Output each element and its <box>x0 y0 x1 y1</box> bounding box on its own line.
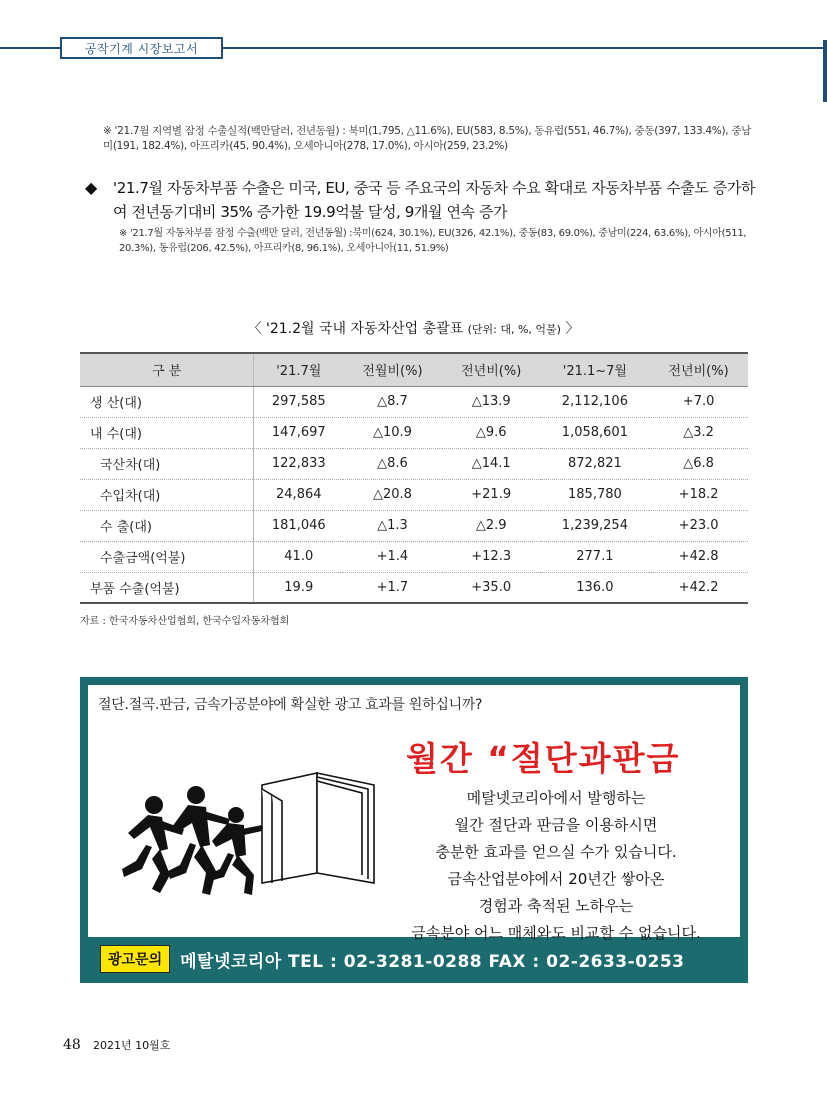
cell: 872,821 <box>541 448 650 479</box>
auto-industry-table <box>80 352 748 604</box>
cell: △20.8 <box>343 479 442 510</box>
cell: △8.6 <box>343 448 442 479</box>
table-header-row <box>80 353 748 386</box>
table-row <box>80 386 748 417</box>
row-label: 수 출(대) <box>80 510 254 541</box>
cell: +7.0 <box>649 386 748 417</box>
table-unit: (단위: 대, %, 억불) <box>467 323 561 336</box>
cell: △6.8 <box>649 448 748 479</box>
cell: 2,112,106 <box>541 386 650 417</box>
running-figures-book-icon <box>112 765 382 925</box>
cell: +42.2 <box>649 572 748 603</box>
cell: 122,833 <box>254 448 343 479</box>
col-ytd: '21.1~7월 <box>541 353 650 386</box>
cell: 185,780 <box>541 479 650 510</box>
cell: 181,046 <box>254 510 343 541</box>
cell: +1.4 <box>343 541 442 572</box>
row-label: 내 수(대) <box>80 417 254 448</box>
ad-inquiry-badge: 광고문의 <box>100 945 170 973</box>
cell: △10.9 <box>343 417 442 448</box>
cell: △1.3 <box>343 510 442 541</box>
cell: +12.3 <box>442 541 541 572</box>
region-export-note: ※ '21.7월 지역별 잠정 수출실적(백만달러, 전년동월) : 북미(1,795, △11.6%), EU(583, 8.5%), 동유럽(551, 46.7%), 중동(397, 133.4%), 중남미(191, 182.4%), 아프리카(45, 90.4%), 오세아니아(278, 17.0%), 아시아(259, 23.2%) <box>103 125 752 152</box>
ad-title: 월간 “절단과판금 <box>406 739 681 778</box>
row-label: 수입차(대) <box>80 479 254 510</box>
cell: △13.9 <box>442 386 541 417</box>
cell: △14.1 <box>442 448 541 479</box>
table-row <box>80 479 748 510</box>
cell: +21.9 <box>442 479 541 510</box>
row-label: 부품 수출(억불) <box>80 572 254 603</box>
page-footer <box>63 1037 170 1053</box>
issue-date: 2021년 10월호 <box>92 1039 171 1052</box>
table-row <box>80 510 748 541</box>
advertisement <box>80 677 748 983</box>
section-label: 공작기계 시장보고서 <box>60 37 223 59</box>
bullet-text: '21.7월 자동차부품 수출은 미국, EU, 중국 등 주요국의 자동차 수요 확대로 자동차부품 수출도 증가하여 전년동기대비 35% 증가한 19.9억불 달성, 9개월 연속 증가 <box>113 179 756 221</box>
table-title-close: 〉 <box>565 321 580 337</box>
cell: +42.8 <box>649 541 748 572</box>
ad-body-line: 충분한 효과를 얻으실 수가 있습니다. <box>435 843 677 861</box>
ad-contact-bar <box>100 945 685 973</box>
page-edge-marker <box>823 40 827 102</box>
table-row <box>80 572 748 603</box>
cell: +35.0 <box>442 572 541 603</box>
cell: △2.9 <box>442 510 541 541</box>
page-number: 48 <box>63 1037 81 1053</box>
col-category: 구 분 <box>80 353 254 386</box>
ad-question: 절단.절곡.판금, 금속가공분야에 확실한 광고 효과를 원하십니까? <box>98 697 483 713</box>
cell: 41.0 <box>254 541 343 572</box>
table-source: 자료 : 한국자동차산업협회, 한국수입자동차협회 <box>80 616 290 627</box>
summary-bullet <box>85 176 765 224</box>
row-label: 수출금액(억불) <box>80 541 254 572</box>
cell: 136.0 <box>541 572 650 603</box>
cell: △9.6 <box>442 417 541 448</box>
cell: +23.0 <box>649 510 748 541</box>
col-mom: 전월비(%) <box>343 353 442 386</box>
cell: 277.1 <box>541 541 650 572</box>
row-label: 국산차(대) <box>80 448 254 479</box>
table-title-text: 〈 '21.2월 국내 자동차산업 총괄표 <box>247 321 464 337</box>
ad-body <box>386 785 726 947</box>
table-row <box>80 541 748 572</box>
cell: 24,864 <box>254 479 343 510</box>
cell: 19.9 <box>254 572 343 603</box>
col-month: '21.7월 <box>254 353 343 386</box>
cell: 297,585 <box>254 386 343 417</box>
ad-body-line: 금속분야 어느 매체와도 비교할 수 없습니다. <box>411 924 701 942</box>
cell: 147,697 <box>254 417 343 448</box>
col-yoy: 전년비(%) <box>442 353 541 386</box>
table-row <box>80 448 748 479</box>
col-ytd-yoy: 전년비(%) <box>649 353 748 386</box>
ad-panel <box>88 685 740 942</box>
cell: △8.7 <box>343 386 442 417</box>
table-title <box>0 318 827 338</box>
parts-export-note: ※ '21.7월 자동차부품 잠정 수출(백만 달러, 전년동월) :북미(624, 30.1%), EU(326, 42.1%), 중동(83, 69.0%), 중남미(224, 63.6%), 아시아(511, 20.3%), 동유럽(206, 42.5%), 아프리카(8, 96.1%), 오세아니아(11, 51.9%) <box>119 228 747 254</box>
cell: +18.2 <box>649 479 748 510</box>
table-row <box>80 417 748 448</box>
diamond-bullet-icon: ◆ <box>85 178 97 197</box>
row-label: 생 산(대) <box>80 386 254 417</box>
cell: +1.7 <box>343 572 442 603</box>
cell: 1,058,601 <box>541 417 650 448</box>
cell: △3.2 <box>649 417 748 448</box>
ad-body-line: 경험과 축적된 노하우는 <box>478 897 634 915</box>
ad-body-line: 메탈넷코리아에서 발행하는 <box>466 789 646 807</box>
ad-contact-info: 메탈넷코리아 TEL : 02-3281-0288 FAX : 02-2633-0253 <box>180 951 685 972</box>
ad-body-line: 금속산업분야에서 20년간 쌓아온 <box>447 870 665 888</box>
ad-body-line: 월간 절단과 판금을 이용하시면 <box>454 816 658 834</box>
cell: 1,239,254 <box>541 510 650 541</box>
